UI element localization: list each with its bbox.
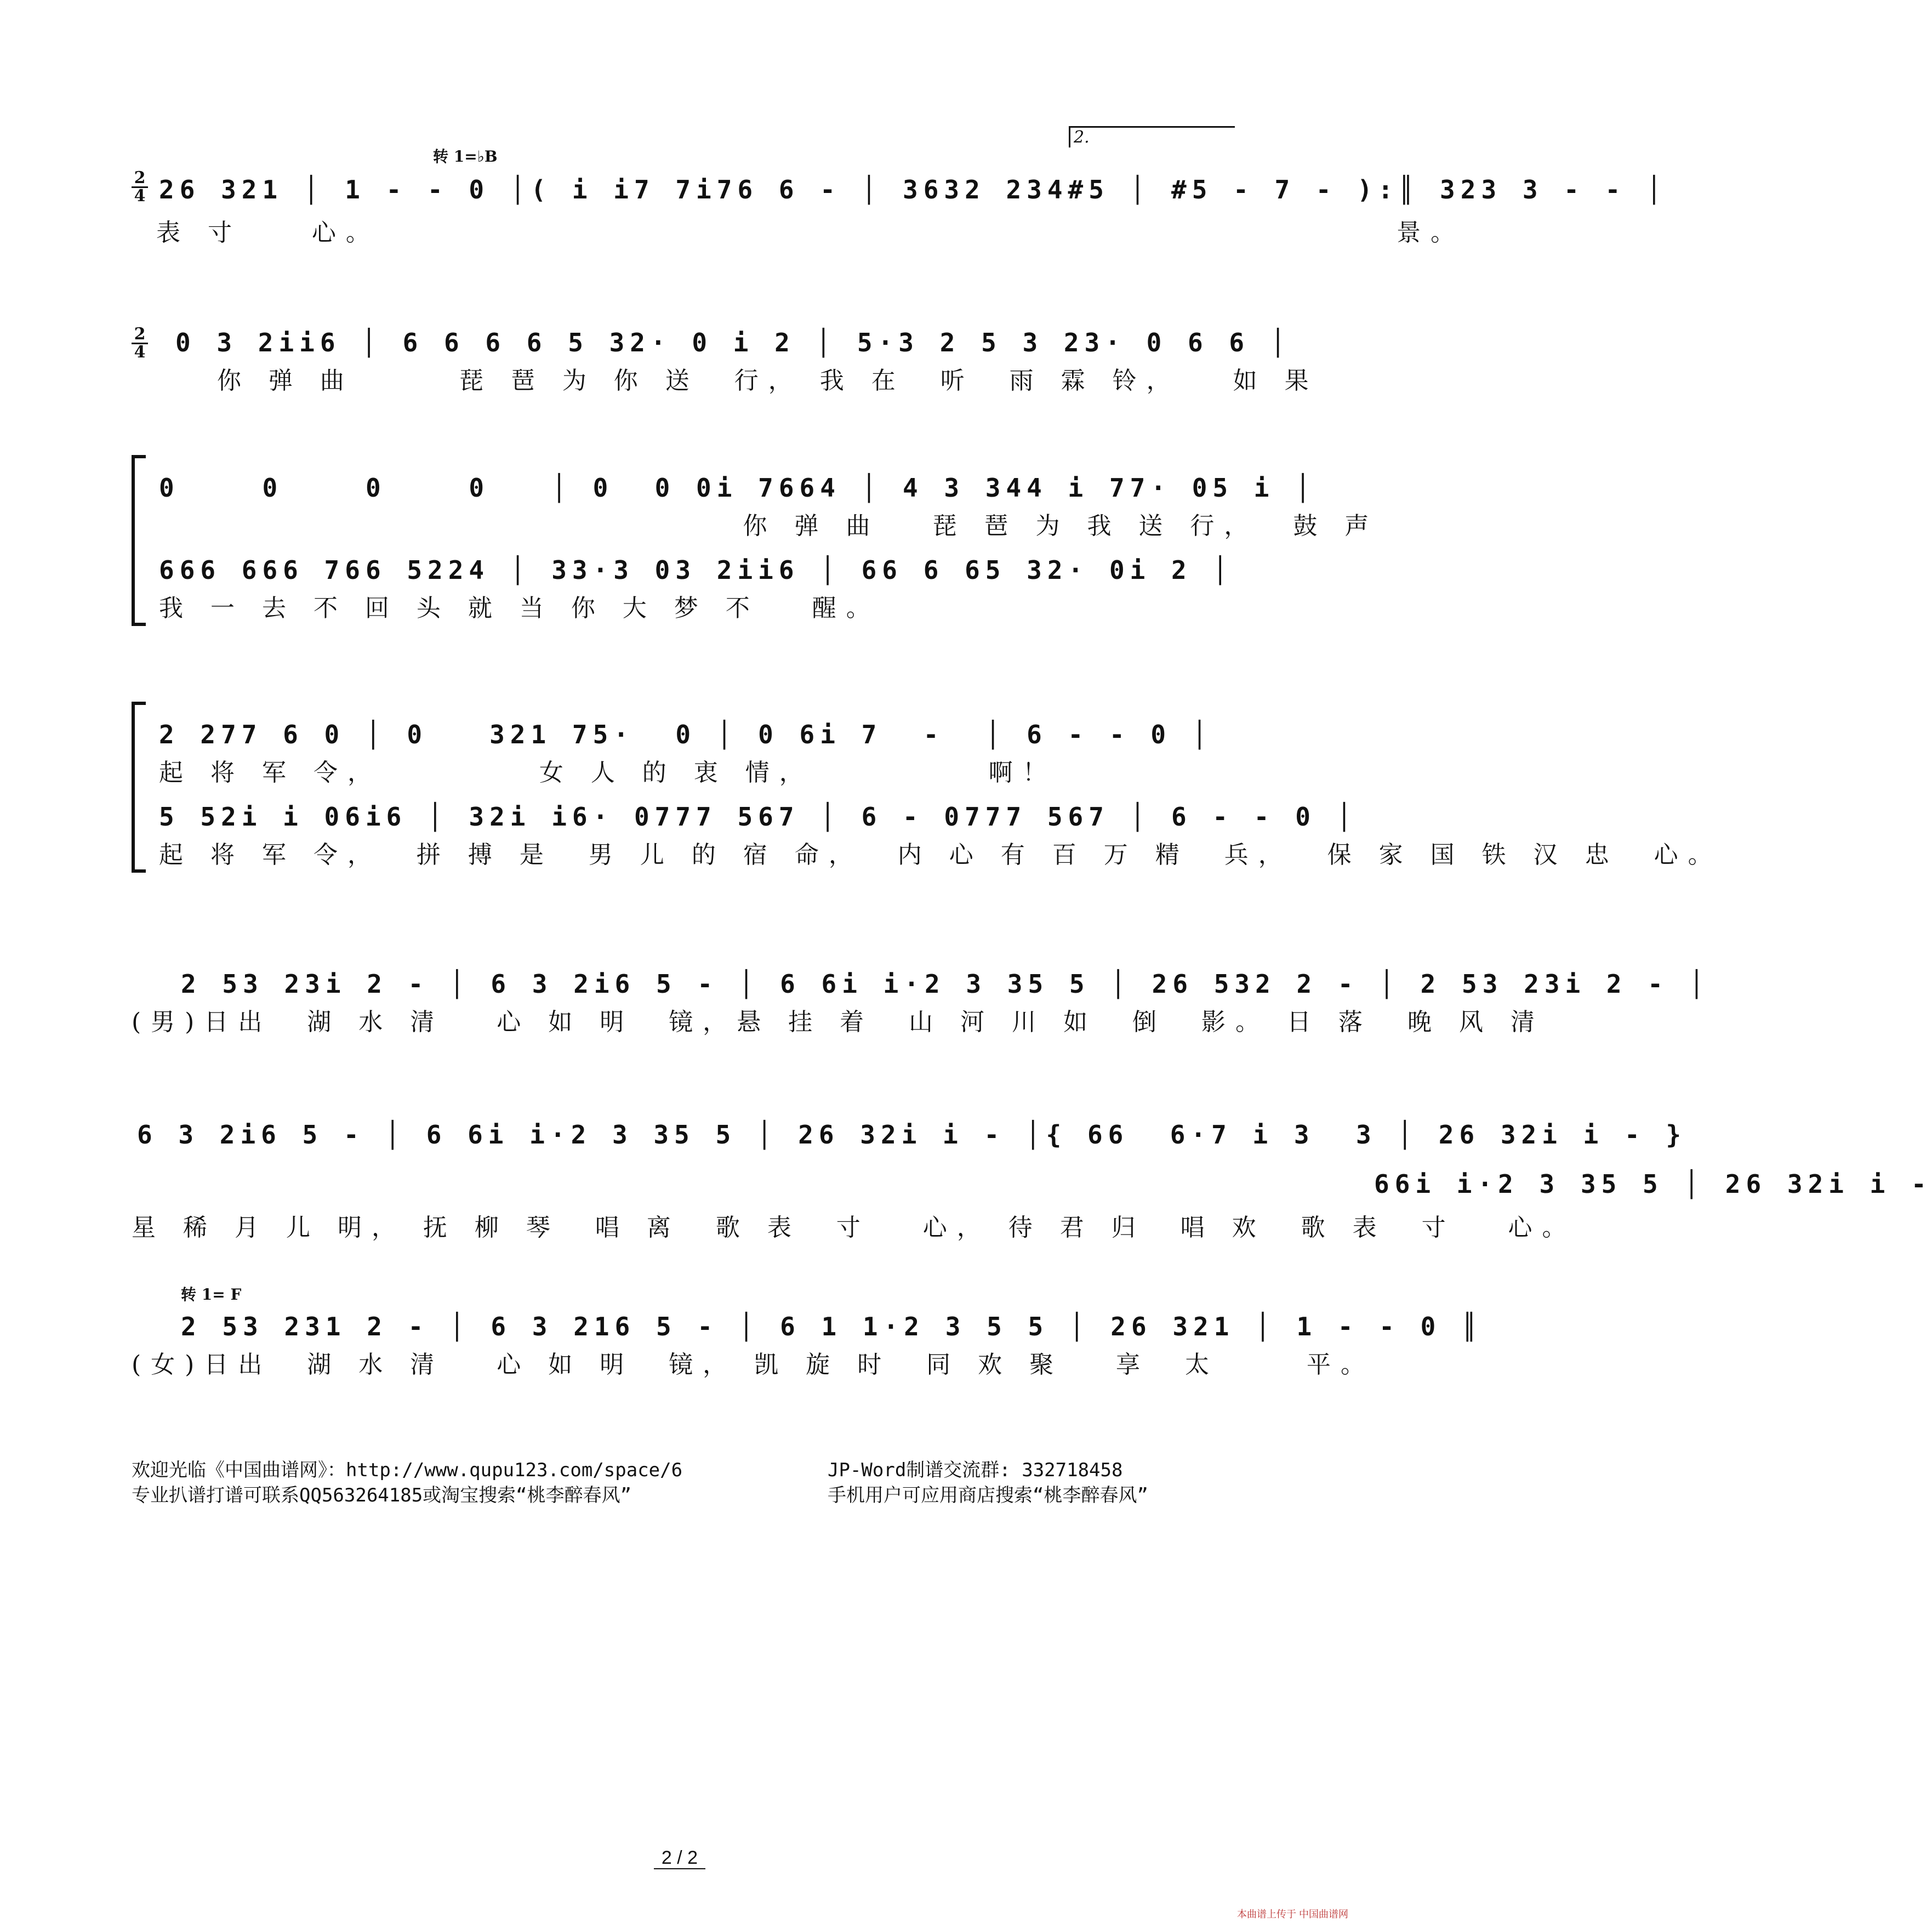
system-brace [132,702,146,873]
upper-lyrics-line: 你 弹 曲 琵 琶 为 我 送 行， 鼓 声 [164,512,1379,540]
footer-right-1: JP-Word制谱交流群: 332718458 [828,1459,1123,1481]
system-brace [132,455,146,626]
key-change: 转 1=♭B [433,147,498,166]
lower-notes-line: 5 52i i 06i6 │ 32i i6· 0777 567 │ 6 - 0777 567 │ 6 - - 0 │ [159,802,1358,832]
notes-line: 2 53 23i 2 - │ 6 3 2i6 5 - │ 6 6i i·2 3 35 5 │ 26 532 2 - │ 2 53 23i 2 - │ [181,969,1710,999]
lyrics-line: 你 弹 曲 琵 琶 为 你 送 行， 我 在 听 雨 霖 铃， 如 果 [164,367,1319,395]
upper-lyrics-line: 起 将 军 令， 女 人 的 衷 情， 啊！ [159,759,1057,787]
lyrics-line: 表 寸 心。 景。 [156,219,1465,247]
alt-notes-line: 66i i·2 3 35 5 │ 26 32i i - [630,1169,1932,1199]
lyrics-line: (女)日出 湖 水 清 心 如 明 镜， 凯 旋 时 同 欢 聚 享 太 平。 [132,1351,1375,1379]
notes-line: 26 321 │ 1 - - 0 │( i i7 7i76 6 - │ 3632 234#5 │ #5 - 7 - ):║ 323 3 - - │ [159,175,1667,204]
notes-line: 6 3 2i6 5 - │ 6 6i i·2 3 35 5 │ 26 32i i - │{ 66 6·7 i 3 3 │ 26 32i i - } [137,1120,1687,1150]
lyrics-line: 星 稀 月 儿 明， 抚 柳 琴 唱 离 歌 表 寸 心， 待 君 归 唱 欢 歌 表 寸 心。 [132,1214,1576,1242]
upper-notes-line: 2 277 6 0 │ 0 321 75· 0 │ 0 6i 7 - │ 6 - - 0 │ [159,720,1213,749]
key-change: 转 1= F [181,1285,242,1304]
time-signature-2-4: 2 4 [132,326,148,361]
watermark: 本曲谱上传于 中国曲谱网 [1237,1909,1348,1920]
lower-lyrics-line: 我 一 去 不 回 头 就 当 你 大 梦 不 醒。 [159,594,880,622]
footer-right-2: 手机用户可应用商店搜索“桃李醉春风” [828,1484,1148,1506]
notes-line: 2 53 231 2 - │ 6 3 216 5 - │ 6 1 1·2 3 5 5 │ 26 321 │ 1 - - 0 ║ [181,1312,1483,1341]
notes-line: 0 3 2ii6 │ 6 6 6 6 5 32· 0 i 2 │ 5·3 2 5 3 23· 0 6 6 │ [175,328,1291,357]
footer-left-1: 欢迎光临《中国曲谱网》：http://www.qupu123.com/space/6 [132,1459,683,1481]
lower-lyrics-line: 起 将 军 令， 拼 搏 是 男 儿 的 宿 命， 内 心 有 百 万 精 兵， 保 家 国 铁 汉 忠 心。 [159,841,1722,869]
volta-bracket: 2. [1069,126,1235,147]
lyrics-line: (男)日出 湖 水 清 心 如 明 镜，悬 挂 着 山 河 川 如 倒 影。 日 落 晚 风 清 [132,1008,1545,1036]
time-signature-2-4: 2 4 [132,170,148,204]
page-number: 2 / 2 [0,1847,1359,1869]
footer-left-2: 专业扒谱打谱可联系QQ563264185或淘宝搜索“桃李醉春风” [132,1484,632,1506]
upper-notes-line: 0 0 0 0 │ 0 0 0i 7664 │ 4 3 344 i 77· 05 i │ [159,473,1316,503]
lower-notes-line: 666 666 766 5224 │ 33·3 03 2ii6 │ 66 6 65 32· 0i 2 │ [159,555,1234,585]
